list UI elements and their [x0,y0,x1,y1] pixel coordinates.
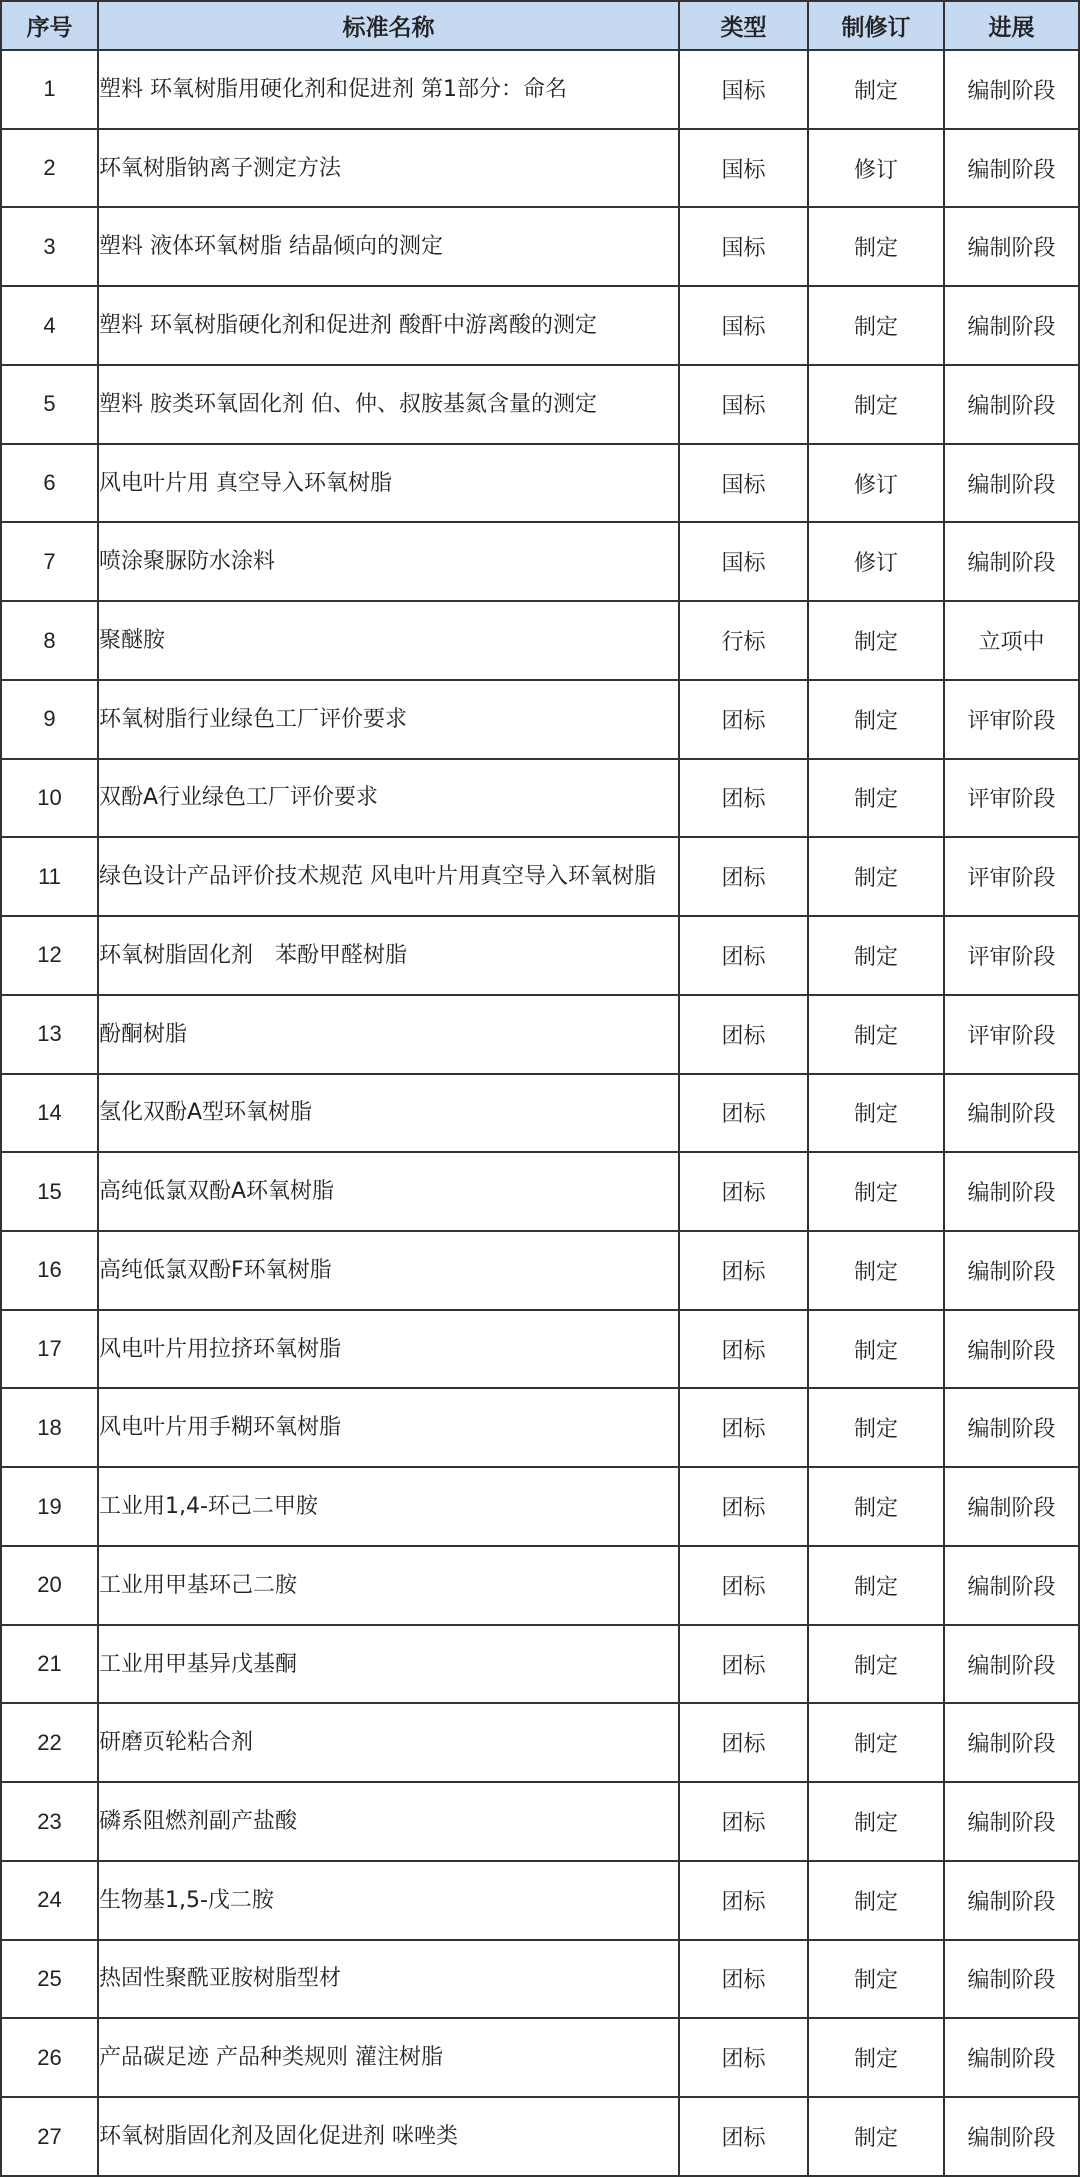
cell-revision: 制定 [808,1625,944,1704]
cell-standard-name: 工业用1,4-环己二甲胺 [98,1467,679,1546]
cell-standard-name: 聚醚胺 [98,601,679,680]
cell-type: 团标 [679,1782,808,1861]
cell-type: 团标 [679,1388,808,1467]
cell-revision: 制定 [808,1074,944,1153]
cell-revision: 制定 [808,1861,944,1940]
cell-revision: 制定 [808,1703,944,1782]
table-row [1,995,1079,1074]
cell-revision: 制定 [808,1782,944,1861]
header-no: 序号 [1,1,98,50]
cell-standard-name: 磷系阻燃剂副产盐酸 [98,1782,679,1861]
cell-revision: 制定 [808,1388,944,1467]
cell-revision: 制定 [808,680,944,759]
table-row [1,601,1079,680]
table-row [1,1388,1079,1467]
cell-type: 国标 [679,50,808,129]
cell-no: 18 [1,1388,98,1467]
cell-type: 团标 [679,2097,808,2176]
cell-revision: 制定 [808,1152,944,1231]
cell-no: 8 [1,601,98,680]
cell-standard-name: 酚酮树脂 [98,995,679,1074]
cell-standard-name: 绿色设计产品评价技术规范 风电叶片用真空导入环氧树脂 [98,837,679,916]
cell-no: 11 [1,837,98,916]
cell-no: 5 [1,365,98,444]
cell-revision: 制定 [808,916,944,995]
cell-standard-name: 风电叶片用 真空导入环氧树脂 [98,444,679,523]
cell-no: 26 [1,2018,98,2097]
cell-standard-name: 生物基1,5-戊二胺 [98,1861,679,1940]
cell-no: 16 [1,1231,98,1310]
header-progress: 进展 [944,1,1079,50]
header-row [1,1,1079,50]
cell-progress: 编制阶段 [944,1546,1079,1625]
cell-type: 团标 [679,995,808,1074]
cell-revision: 制定 [808,1231,944,1310]
cell-no: 7 [1,522,98,601]
cell-type: 团标 [679,1231,808,1310]
table-body [1,50,1079,2176]
header-revision: 制修订 [808,1,944,50]
cell-progress: 评审阶段 [944,680,1079,759]
table-row [1,1310,1079,1389]
cell-progress: 编制阶段 [944,1703,1079,1782]
cell-progress: 编制阶段 [944,1940,1079,2019]
cell-standard-name: 热固性聚酰亚胺树脂型材 [98,1940,679,2019]
cell-no: 20 [1,1546,98,1625]
cell-revision: 制定 [808,2018,944,2097]
cell-type: 团标 [679,1861,808,1940]
table-row [1,1467,1079,1546]
cell-progress: 编制阶段 [944,2097,1079,2176]
cell-no: 12 [1,916,98,995]
cell-progress: 编制阶段 [944,207,1079,286]
cell-progress: 编制阶段 [944,1388,1079,1467]
table-row [1,444,1079,523]
cell-revision: 制定 [808,837,944,916]
cell-type: 团标 [679,1940,808,2019]
cell-progress: 编制阶段 [944,1467,1079,1546]
cell-standard-name: 氢化双酚A型环氧树脂 [98,1074,679,1153]
header-type: 类型 [679,1,808,50]
cell-progress: 编制阶段 [944,1625,1079,1704]
cell-type: 团标 [679,1625,808,1704]
cell-standard-name: 产品碳足迹 产品种类规则 灌注树脂 [98,2018,679,2097]
cell-revision: 制定 [808,1467,944,1546]
cell-standard-name: 风电叶片用拉挤环氧树脂 [98,1310,679,1389]
cell-standard-name: 塑料 胺类环氧固化剂 伯、仲、叔胺基氮含量的测定 [98,365,679,444]
cell-revision: 制定 [808,601,944,680]
cell-no: 15 [1,1152,98,1231]
cell-type: 国标 [679,522,808,601]
cell-progress: 评审阶段 [944,837,1079,916]
cell-revision: 制定 [808,995,944,1074]
table-row [1,1152,1079,1231]
cell-revision: 制定 [808,1940,944,2019]
cell-revision: 制定 [808,759,944,838]
cell-standard-name: 塑料 环氧树脂硬化剂和促进剂 酸酐中游离酸的测定 [98,286,679,365]
cell-type: 国标 [679,286,808,365]
cell-progress: 编制阶段 [944,1310,1079,1389]
table-row [1,1861,1079,1940]
table-row [1,837,1079,916]
cell-type: 国标 [679,365,808,444]
cell-standard-name: 风电叶片用手糊环氧树脂 [98,1388,679,1467]
table-row [1,1782,1079,1861]
cell-progress: 编制阶段 [944,1074,1079,1153]
table-row [1,759,1079,838]
cell-no: 2 [1,129,98,208]
cell-progress: 编制阶段 [944,444,1079,523]
table-row [1,1074,1079,1153]
cell-no: 25 [1,1940,98,2019]
cell-type: 团标 [679,1152,808,1231]
cell-type: 团标 [679,916,808,995]
cell-standard-name: 环氧树脂行业绿色工厂评价要求 [98,680,679,759]
cell-type: 行标 [679,601,808,680]
cell-progress: 编制阶段 [944,365,1079,444]
cell-revision: 制定 [808,2097,944,2176]
cell-type: 团标 [679,680,808,759]
cell-no: 13 [1,995,98,1074]
table-row [1,1940,1079,2019]
cell-no: 21 [1,1625,98,1704]
cell-type: 团标 [679,1074,808,1153]
cell-progress: 编制阶段 [944,1782,1079,1861]
cell-standard-name: 喷涂聚脲防水涂料 [98,522,679,601]
cell-revision: 修订 [808,522,944,601]
cell-type: 团标 [679,1467,808,1546]
cell-revision: 制定 [808,365,944,444]
cell-type: 团标 [679,1310,808,1389]
cell-standard-name: 塑料 环氧树脂用硬化剂和促进剂 第1部分：命名 [98,50,679,129]
table-row [1,1625,1079,1704]
cell-standard-name: 工业用甲基异戊基酮 [98,1625,679,1704]
table-row [1,2097,1079,2176]
cell-no: 19 [1,1467,98,1546]
cell-no: 17 [1,1310,98,1389]
cell-type: 团标 [679,837,808,916]
table-header [1,1,1079,50]
cell-progress: 评审阶段 [944,995,1079,1074]
header-name: 标准名称 [98,1,679,50]
cell-type: 国标 [679,207,808,286]
cell-revision: 修订 [808,129,944,208]
table-row [1,916,1079,995]
cell-standard-name: 双酚A行业绿色工厂评价要求 [98,759,679,838]
table-row [1,522,1079,601]
table-row [1,129,1079,208]
cell-revision: 制定 [808,1310,944,1389]
cell-progress: 编制阶段 [944,522,1079,601]
table-row [1,50,1079,129]
cell-progress: 编制阶段 [944,286,1079,365]
cell-standard-name: 高纯低氯双酚F环氧树脂 [98,1231,679,1310]
table-row [1,1231,1079,1310]
cell-progress: 立项中 [944,601,1079,680]
cell-revision: 制定 [808,50,944,129]
cell-standard-name: 高纯低氯双酚A环氧树脂 [98,1152,679,1231]
cell-standard-name: 塑料 液体环氧树脂 结晶倾向的测定 [98,207,679,286]
table-row [1,2018,1079,2097]
cell-standard-name: 工业用甲基环己二胺 [98,1546,679,1625]
cell-revision: 制定 [808,1546,944,1625]
cell-type: 国标 [679,129,808,208]
cell-type: 团标 [679,759,808,838]
cell-standard-name: 环氧树脂固化剂及固化促进剂 咪唑类 [98,2097,679,2176]
cell-progress: 编制阶段 [944,1861,1079,1940]
cell-progress: 编制阶段 [944,50,1079,129]
cell-revision: 制定 [808,286,944,365]
cell-no: 6 [1,444,98,523]
table-row [1,365,1079,444]
cell-revision: 制定 [808,207,944,286]
cell-progress: 编制阶段 [944,1152,1079,1231]
table-row [1,1546,1079,1625]
cell-no: 3 [1,207,98,286]
table-row [1,680,1079,759]
cell-no: 9 [1,680,98,759]
cell-no: 23 [1,1782,98,1861]
cell-progress: 评审阶段 [944,759,1079,838]
cell-standard-name: 研磨页轮粘合剂 [98,1703,679,1782]
cell-no: 24 [1,1861,98,1940]
cell-no: 14 [1,1074,98,1153]
cell-progress: 编制阶段 [944,129,1079,208]
cell-type: 团标 [679,2018,808,2097]
cell-no: 1 [1,50,98,129]
table-row [1,1703,1079,1782]
cell-standard-name: 环氧树脂固化剂 苯酚甲醛树脂 [98,916,679,995]
cell-revision: 修订 [808,444,944,523]
cell-no: 4 [1,286,98,365]
cell-standard-name: 环氧树脂钠离子测定方法 [98,129,679,208]
cell-progress: 编制阶段 [944,1231,1079,1310]
table-row [1,286,1079,365]
cell-no: 10 [1,759,98,838]
cell-type: 国标 [679,444,808,523]
cell-no: 27 [1,2097,98,2176]
cell-progress: 编制阶段 [944,2018,1079,2097]
cell-progress: 评审阶段 [944,916,1079,995]
cell-type: 团标 [679,1703,808,1782]
table-row [1,207,1079,286]
cell-no: 22 [1,1703,98,1782]
cell-type: 团标 [679,1546,808,1625]
